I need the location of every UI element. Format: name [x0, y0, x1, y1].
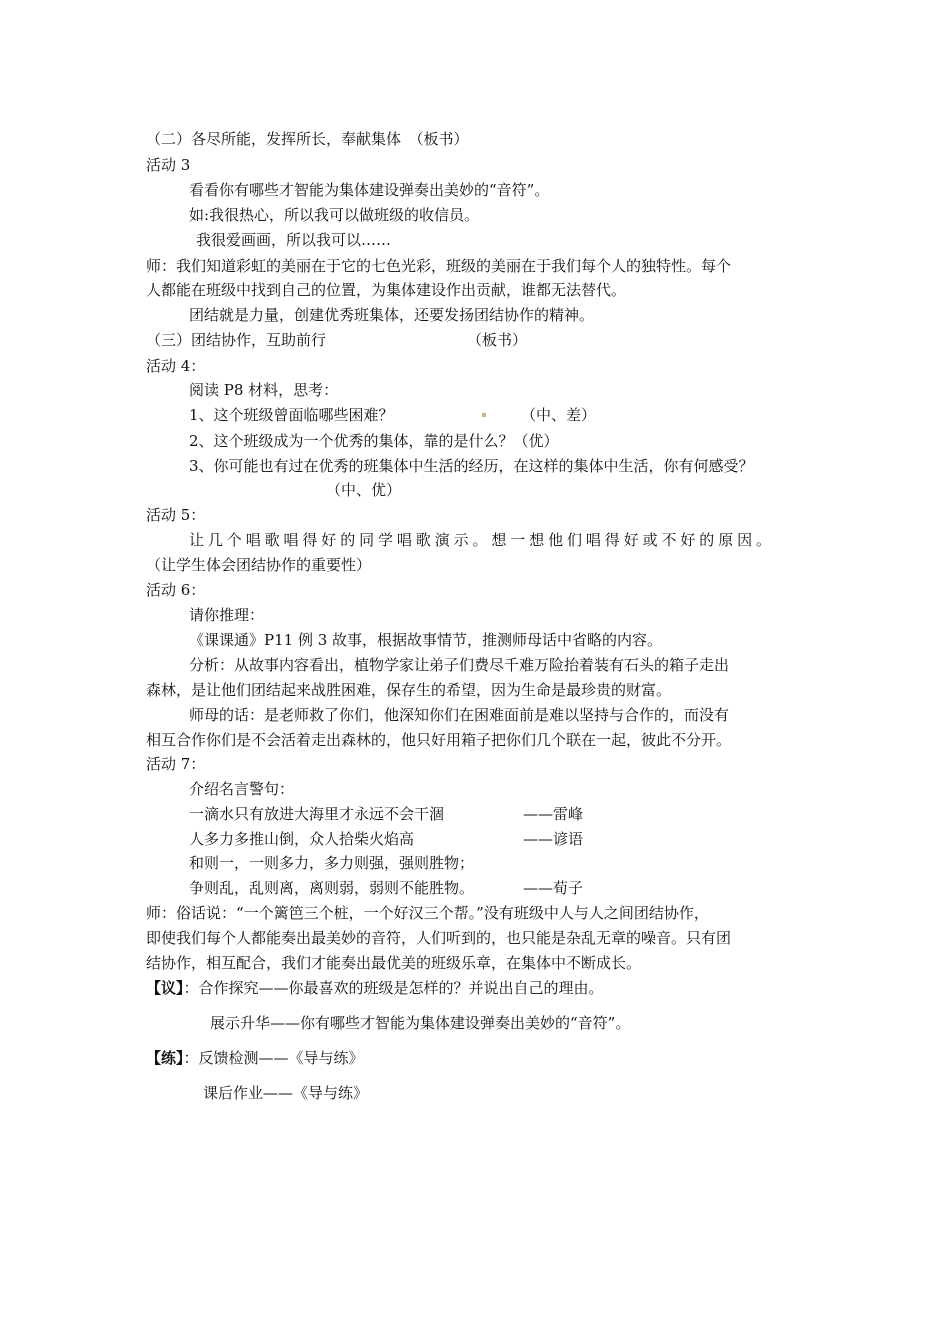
- paragraph: 我很爱画画，所以我可以……: [196, 231, 392, 249]
- paragraph: 介绍名言警句：: [189, 780, 295, 798]
- paragraph: 师：俗话说：“一个篱笆三个桩，一个好汉三个帮。”没有班级中人与人之间团结协作，: [146, 904, 709, 922]
- paragraph: 阅读 P8 材料，思考：: [189, 381, 339, 399]
- paragraph: 即使我们每个人都能奏出最美妙的音符，人们听到的，也只能是杂乱无章的噪音。只有团: [146, 929, 732, 947]
- paragraph: 分析：从故事内容看出，植物学家让弟子们费尽千难万险抬着装有石头的箱子走出: [189, 656, 730, 674]
- activity-4-label: 活动 4：: [146, 357, 206, 375]
- paragraph: 结协作，相互配合，我们才能奏出最优美的班级乐章，在集体中不断成长。: [146, 954, 642, 972]
- activity-3-label: 活动 3: [146, 156, 191, 174]
- quote-source: ——谚语: [523, 830, 584, 848]
- paragraph: 师：我们知道彩虹的美丽在于它的七色光彩，班级的美丽在于我们每个人的独特性。每个: [146, 257, 732, 275]
- paragraph: 如:我很热心，所以我可以做班级的收信员。: [189, 206, 480, 224]
- paragraph: （让学生体会团结协作的重要性）: [146, 556, 372, 574]
- speck: [482, 413, 486, 417]
- section-heading-3: （三）团结协作，互助前行: [146, 331, 327, 349]
- paragraph: 课后作业——《导与练》: [203, 1084, 369, 1102]
- quote: 和则一，一则多力，多力则强，强则胜物；: [189, 854, 475, 872]
- paragraph: 人都能在班级中找到自己的位置，为集体建设作出贡献，谁都无法替代。: [146, 281, 627, 299]
- quote-source: ——雷峰: [523, 805, 584, 823]
- discuss-marker: 【议】: [146, 979, 184, 997]
- question: 2、这个班级成为一个优秀的集体，靠的是什么？（优）: [189, 432, 559, 450]
- discuss-line: [146, 978, 604, 998]
- paragraph: 森林，是让他们团结起来战胜困难，保存生的希望，因为生命是最珍贵的财富。: [146, 681, 672, 699]
- quote: 人多力多推山倒，众人拾柴火焰高: [189, 830, 415, 848]
- activity-7-label: 活动 7：: [146, 755, 206, 773]
- question-level: （中、优）: [326, 481, 402, 499]
- quote: 一滴水只有放进大海里才永远不会干涸: [189, 805, 445, 823]
- practice-line: [146, 1048, 364, 1068]
- question: 1、这个班级曾面临哪些困难？: [189, 406, 394, 424]
- question: 3、你可能也有过在优秀的班集体中生活的经历，在这样的集体中生活，你有何感受？: [189, 457, 754, 475]
- paragraph: 请你推理：: [189, 606, 265, 624]
- paragraph: 《课课通》P11 例 3 故事，根据故事情节，推测师母话中省略的内容。: [189, 631, 663, 649]
- activity-6-label: 活动 6：: [146, 581, 206, 599]
- board-note: （板书）: [467, 331, 528, 349]
- paragraph: 团结就是力量，创建优秀班集体，还要发扬团结协作的精神。: [189, 306, 595, 324]
- paragraph: 看看你有哪些才智能为集体建设弹奏出美妙的“音符”。: [189, 181, 550, 199]
- practice-text: ：反馈检测——《导与练》: [183, 1049, 364, 1067]
- question-level: （中、差）: [521, 406, 597, 424]
- paragraph: 让几个唱歌唱得好的同学唱歌演示。想一想他们唱得好或不好的原因。: [189, 531, 775, 549]
- paragraph: 展示升华——你有哪些才智能为集体建设弹奏出美妙的“音符”。: [210, 1014, 631, 1032]
- quote: 争则乱，乱则离，离则弱，弱则不能胜物。: [189, 879, 475, 897]
- section-heading-2: （二）各尽所能，发挥所长，奉献集体 （板书）: [146, 130, 469, 148]
- practice-marker: 【练】: [146, 1049, 184, 1067]
- discuss-text: ：合作探究——你最喜欢的班级是怎样的？并说出自己的理由。: [183, 979, 604, 997]
- quote-source: ——荀子: [523, 879, 584, 897]
- paragraph: 相互合作你们是不会活着走出森林的，他只好用箱子把你们几个联在一起，彼此不分开。: [146, 731, 732, 749]
- activity-5-label: 活动 5：: [146, 506, 206, 524]
- paragraph: 师母的话：是老师救了你们，他深知你们在困难面前是难以坚持与合作的，而没有: [189, 706, 730, 724]
